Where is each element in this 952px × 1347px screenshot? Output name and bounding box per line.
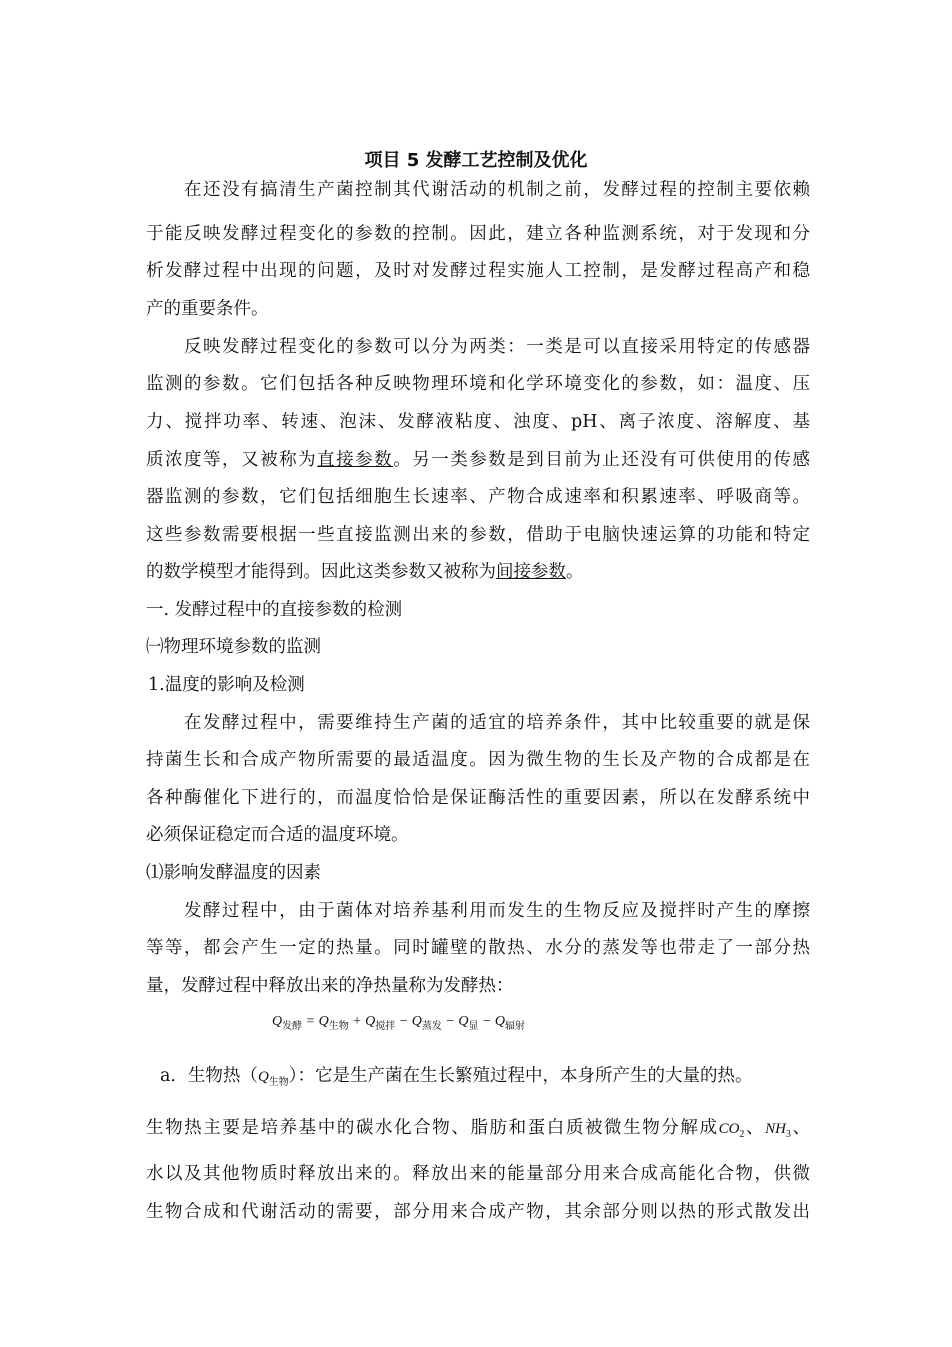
text-span: 的数学模型才能得到。因此这类参数又被称为 (146, 562, 496, 582)
formula-symbol: Q (494, 1014, 506, 1029)
formula-symbol: Q (411, 1014, 422, 1029)
formula-subscript: 显 (468, 1020, 479, 1032)
paragraph-line: 必须保证稳定而合适的温度环境。 (146, 825, 409, 845)
formula-symbol: Q (257, 1069, 269, 1085)
paragraph-line: 量，发酵过程中释放出来的净热量称为发酵热： (146, 976, 514, 996)
formula-subscript: 辐射 (505, 1020, 526, 1032)
chemical-formula: NH (765, 1121, 786, 1137)
text-span: ）：它是生产菌在生长繁殖过程中，本身所产生的大量的热。 (288, 1066, 753, 1086)
formula-subscript: 搅拌 (375, 1020, 396, 1032)
term-direct-parameters: 直接参数 (317, 450, 394, 470)
paragraph-line: 水以及其他物质时释放出来的。释放出来的能量部分用来合成高能化合物，供微 (146, 1164, 810, 1184)
formula-operator: + (348, 1014, 366, 1029)
paragraph-line: 监测的参数。它们包括各种反映物理环境和化学环境变化的参数，如：温度、压 (146, 374, 810, 394)
paragraph-line: 各种酶催化下进行的，而温度恰恰是保证酶活性的重要因素，所以在发酵系统中 (146, 788, 810, 808)
document-title: 项目 5 发酵工艺控制及优化 (364, 150, 588, 171)
paragraph-line: 于能反映发酵过程变化的参数的控制。因此，建立各种监测系统，对于发现和分 (146, 224, 810, 244)
formula-operator: = (302, 1014, 319, 1029)
term-indirect-parameters: 间接参数 (496, 562, 566, 582)
paragraph-line: 持菌生长和合成产物所需要的最适温度。因为微生物的生长及产物的合成都是在 (146, 750, 810, 770)
formula-symbol: Q (365, 1014, 376, 1029)
text-span: 、 (744, 1118, 766, 1138)
paragraph-line: 器监测的参数，它们包括细胞生长速率、产物合成速率和积累速率、呼吸商等。 (146, 487, 810, 507)
paragraph-line: 在还没有搞清生产菌控制其代谢活动的机制之前，发酵过程的控制主要依赖 (184, 180, 810, 200)
paragraph-line: 这些参数需要根据一些直接监测出来的参数，借助于电脑快速运算的功能和特定 (146, 525, 810, 545)
paragraph-line: 发酵过程中，由于菌体对培养基利用而发生的生物反应及搅拌时产生的摩擦 (184, 901, 810, 921)
list-item-a (160, 1062, 824, 1097)
subsection-heading: ㈠物理环境参数的监测 (146, 637, 321, 657)
paragraph-line: 析发酵过程中出现的问题，及时对发酵过程实施人工控制，是发酵过程高产和稳 (146, 261, 810, 281)
text-span: a．生物热（ (160, 1066, 258, 1086)
formula-subscript: 蒸发 (421, 1020, 442, 1032)
paragraph-line: 在发酵过程中，需要维持生产菌的适宜的培养条件，其中比较重要的就是保 (184, 713, 810, 733)
text-span: 。另一类参数是到目前为止还没有可供使用的传感 (393, 450, 811, 470)
text-span: 生物热主要是培养基中的碳水化合物、脂肪和蛋白质被微生物分解成 (146, 1118, 719, 1138)
subsection-heading: 1.温度的影响及检测 (148, 675, 305, 695)
formula-subscript: 发酵 (282, 1020, 303, 1032)
subsection-heading: ⑴影响发酵温度的因素 (146, 863, 321, 883)
text-span: 质浓度等，又被称为 (146, 450, 318, 470)
text-span: 、 (790, 1118, 811, 1138)
paragraph-line: 等等，都会产生一定的热量。同时罐壁的散热、水分的蒸发等也带走了一部分热 (146, 938, 810, 958)
text-span: 。 (566, 562, 584, 582)
fermentation-heat-formula (272, 1014, 525, 1032)
formula-subscript: 生物 (328, 1020, 349, 1032)
paragraph-line: 力、搅拌功率、转速、泡沫、发酵液粘度、浊度、pH、离子浓度、溶解度、基 (146, 412, 810, 432)
formula-symbol: Q (458, 1014, 469, 1029)
formula-symbol: Q (272, 1014, 283, 1029)
formula-subscript: 3 (785, 1129, 791, 1140)
paragraph-line (146, 558, 810, 586)
formula-symbol: Q (318, 1014, 329, 1029)
chemical-formula: CO (718, 1121, 740, 1137)
paragraph-line: 反映发酵过程变化的参数可以分为两类：一类是可以直接采用特定的传感器 (184, 337, 810, 357)
paragraph-line (146, 446, 810, 474)
formula-operator: − (395, 1014, 412, 1029)
paragraph-line (146, 1114, 810, 1149)
formula-operator: − (478, 1014, 495, 1029)
paragraph-line: 产的重要条件。 (146, 299, 269, 319)
paragraph-line: 生物合成和代谢活动的需要，部分用来合成产物，其余部分则以热的形式散发出 (146, 1202, 810, 1222)
formula-subscript: 生物 (268, 1077, 289, 1088)
section-heading: 一. 发酵过程中的直接参数的检测 (146, 600, 403, 620)
formula-subscript: 2 (739, 1129, 745, 1140)
formula-operator: − (441, 1014, 459, 1029)
